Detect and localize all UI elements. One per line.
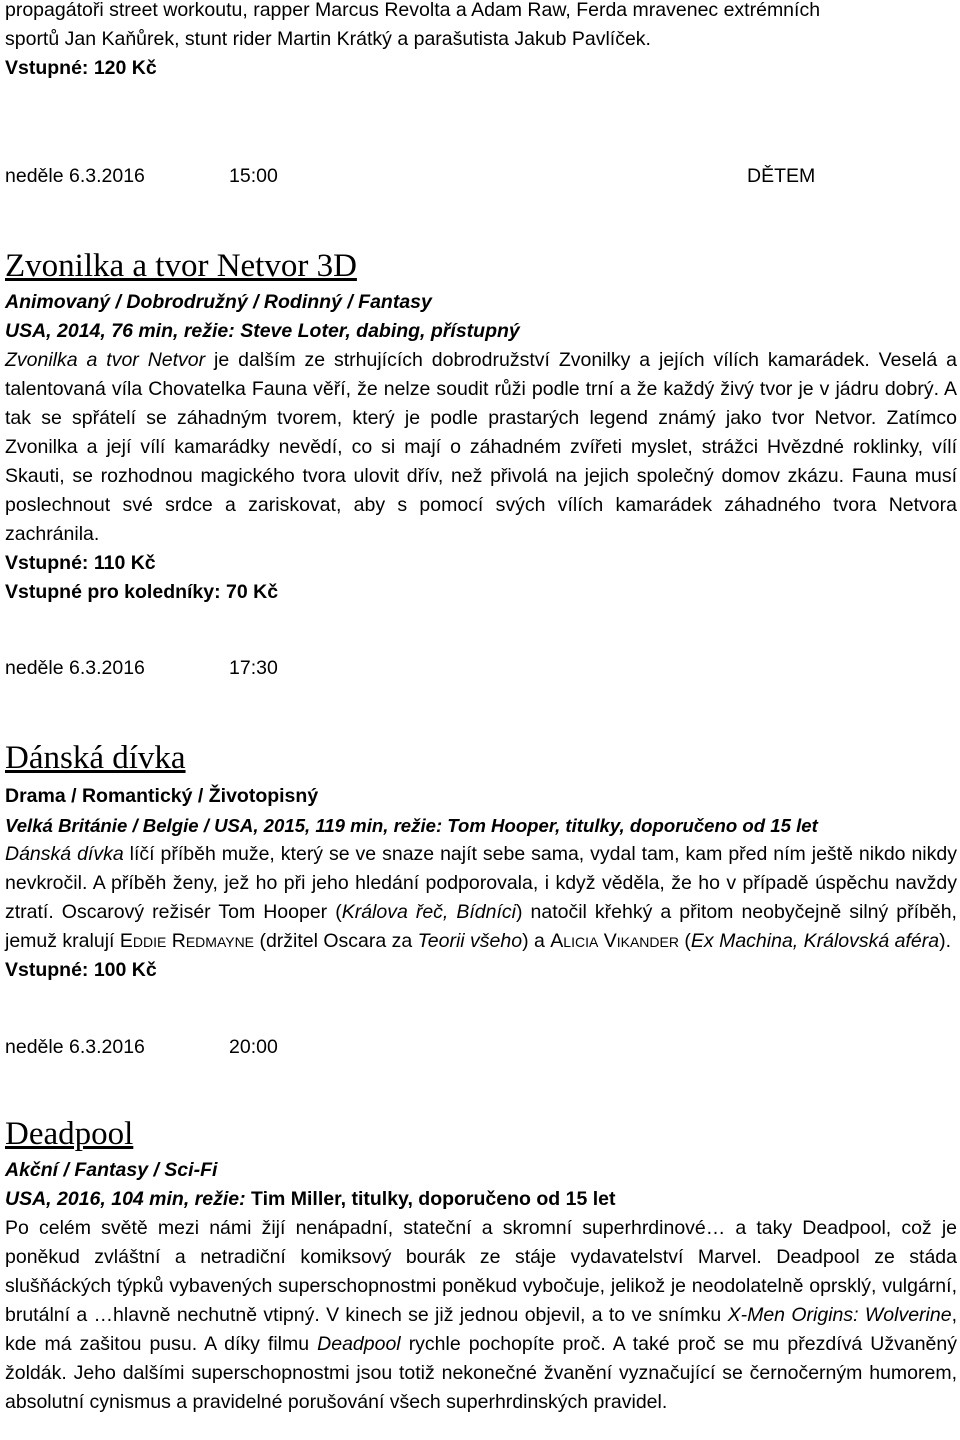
event-description: Po celém světě mezi námi žijí nenápadní, stateční a skromní superhrdinové… a taky Deadpool, což je poněkud zvláštní a netradiční komiksový bourák ze stáje vydavatelství Marvel. Deadpool ze stáda slušňáckých týpků vybavených superschopnostmi poněkud vybočuje, jelikož je neodolatelně oprsklý, vulgární, brutální a …hlavně nechutně vtipný. V kinech se již jednou objevil, a to ve snímku X-Men Origins: Wolverine, kde má zašitou pusu. A díky filmu Deadpool rychle pochopíte proč. A také proč se mu přezdívá Užvaněný žoldák. Jeho dalšími superschopnostmi jsou totiž nekonečné žvanění vyznačující se černočerným humorem, absolutní cynismus a pravidelné porušování všech superhrdinských pravidel.	[5, 1217, 957, 1413]
intro-text: propagátoři street workoutu, rapper Marcus Revolta a Adam Raw, Ferda mravenec extrémních sportů Jan Kaňůrek, stunt rider Martin Krátký a parašutista Jakub Pavlíček. Vstupné: 120 Kč	[5, 0, 957, 83]
event-2-title: Dánská dívka	[5, 740, 186, 776]
event-3-title: Deadpool	[5, 1116, 134, 1152]
event-description: Zvonilka a tvor Netvor je dalším ze strhujících dobrodružství Zvonilky a jejích vílích kamarádek. Veselá a talentovaná víla Chovatelka Fauna věří, že nelze soudit růži podle trní a že každý živý tvor je v jádru dobrý. A tak se spřátelí se záhadným tvorem, který je podle prastarých legend známý jako tvor Netvor. Zatímco Zvonilka a její vílí kamarádky nevědí, co si mají o záhadném zvířeti myslet, strážci Hvězdné roklinky, vílí Skauti, se rozhodnou magického tvora ulovit dřív, než přivolá na jejich společný domov zkázu. Fauna musí poslechnout své srdce a zariskovat, aby s pomocí svých vílích kamarádek záhadného tvora Netvora zachránila.	[5, 349, 957, 545]
event-time: 17:30	[229, 657, 278, 679]
event-genres: Drama / Romantický / Životopisný	[5, 785, 319, 807]
event-time: 15:00	[229, 165, 278, 187]
event-1-details	[5, 288, 957, 607]
intro-paragraph	[5, 0, 957, 83]
event-genres: Akční / Fantasy / Sci-Fi	[5, 1159, 218, 1181]
event-time: 20:00	[229, 1036, 278, 1058]
event-date: neděle 6.3.2016	[5, 1036, 145, 1058]
intro-price: Vstupné: 120 Kč	[5, 57, 157, 79]
event-info: USA, 2016, 104 min, režie: Tim Miller, titulky, doporučeno od 15 let	[5, 1188, 616, 1210]
event-price: Vstupné: 100 Kč	[5, 959, 157, 981]
event-genres: Animovaný / Dobrodružný / Rodinný / Fantasy	[5, 291, 432, 313]
event-info: Velká Británie / Belgie / USA, 2015, 119 min, režie: Tom Hooper, titulky, doporučeno od 15 let	[5, 815, 818, 836]
event-tag: DĚTEM	[747, 165, 816, 187]
event-description: Dánská dívka líčí příběh muže, který se ve snaze najít sebe sama, vydal tam, kam před ním ještě nikdo nikdy nevkročil. A příběh ženy, jež ho při jeho hledání podporovala, i když věděla, že ho v případě úspěchu navždy ztratí. Oscarový režisér Tom Hooper (Králova řeč, Bídníci) natočil křehký a přitom neobyčejně silný příběh, jemuž kralují Eddie Redmayne (držitel Oscara za Teorii všeho) a Alicia Vikander (Ex Machina, Královská aféra).	[5, 843, 957, 952]
event-info: USA, 2014, 76 min, režie: Steve Loter, dabing, přístupný	[5, 320, 520, 342]
event-price-carolers: Vstupné pro koledníky: 70 Kč	[5, 581, 279, 603]
event-date: neděle 6.3.2016	[5, 657, 145, 679]
event-2-details	[5, 782, 957, 985]
event-3-details	[5, 1156, 957, 1417]
event-1-title: Zvonilka a tvor Netvor 3D	[5, 248, 357, 284]
event-price: Vstupné: 110 Kč	[5, 552, 156, 574]
event-date: neděle 6.3.2016	[5, 165, 145, 187]
